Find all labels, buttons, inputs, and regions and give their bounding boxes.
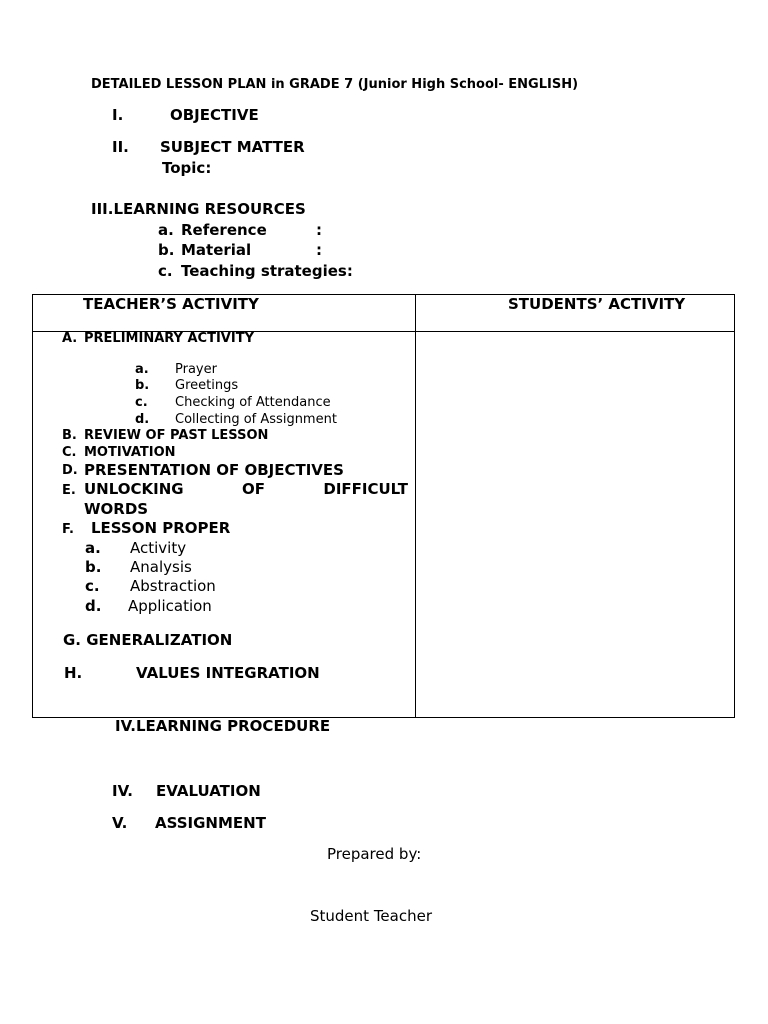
evaluation-label: EVALUATION	[156, 782, 261, 800]
document-title: DETAILED LESSON PLAN in GRADE 7 (Junior High School- ENGLISH)	[91, 77, 579, 92]
unlocking-line-2: WORDS	[84, 500, 149, 518]
unlocking-letter: E.	[62, 483, 76, 498]
section-subject-matter-number: II.	[112, 138, 129, 156]
motivation-letter: C.	[62, 445, 77, 460]
assignment-label: ASSIGNMENT	[155, 814, 266, 832]
generalization-label: G. GENERALIZATION	[63, 631, 233, 649]
table-column-divider	[415, 295, 416, 717]
teacher-activity-header: TEACHER’S ACTIVITY	[83, 295, 259, 313]
presentation-objectives-label: PRESENTATION OF OBJECTIVES	[84, 461, 344, 479]
preliminary-item-assignment: Collecting of Assignment	[175, 412, 337, 427]
learning-procedure-label: IV.LEARNING PROCEDURE	[115, 717, 331, 735]
review-letter: B.	[62, 428, 77, 443]
topic-label: Topic:	[162, 159, 212, 177]
lesson-proper-item-letter: b.	[85, 558, 102, 576]
section-learning-resources-label: III.LEARNING RESOURCES	[91, 200, 306, 218]
evaluation-number: IV.	[112, 782, 133, 800]
preliminary-item-prayer: Prayer	[175, 362, 217, 377]
unlocking-word: UNLOCKING	[84, 480, 184, 498]
resource-teaching-strategies-letter: c.	[158, 262, 173, 280]
resource-material-label: Material	[181, 241, 252, 259]
preliminary-item-letter: d.	[135, 412, 150, 427]
resource-reference-colon: :	[316, 221, 322, 239]
students-activity-header: STUDENTS’ ACTIVITY	[508, 295, 686, 313]
prepared-by-label: Prepared by:	[327, 845, 422, 863]
review-past-lesson-label: REVIEW OF PAST LESSON	[84, 428, 269, 443]
student-teacher-label: Student Teacher	[310, 907, 432, 925]
lesson-proper-letter: F.	[62, 522, 74, 537]
preliminary-activity-label: PRELIMINARY ACTIVITY	[84, 331, 254, 346]
unlocking-word: DIFFICULT	[323, 480, 408, 498]
preliminary-item-letter: a.	[135, 362, 149, 377]
section-objective-label: OBJECTIVE	[170, 106, 259, 124]
unlocking-line-1	[84, 480, 408, 498]
presentation-letter: D.	[62, 463, 78, 478]
preliminary-item-attendance: Checking of Attendance	[175, 395, 331, 410]
values-integration-letter: H.	[64, 664, 83, 682]
resource-teaching-strategies-label: Teaching strategies:	[181, 262, 353, 280]
lesson-proper-activity: Activity	[130, 539, 187, 557]
section-subject-matter-label: SUBJECT MATTER	[160, 138, 305, 156]
values-integration-label: VALUES INTEGRATION	[136, 664, 320, 682]
lesson-proper-item-letter: d.	[85, 597, 102, 615]
preliminary-activity-letter: A.	[62, 331, 78, 346]
resource-material-letter: b.	[158, 241, 175, 259]
assignment-number: V.	[112, 814, 128, 832]
preliminary-item-letter: c.	[135, 395, 148, 410]
unlocking-word: OF	[241, 480, 265, 498]
resource-reference-letter: a.	[158, 221, 174, 239]
lesson-proper-abstraction: Abstraction	[130, 577, 216, 595]
resource-material-colon: :	[316, 241, 322, 259]
motivation-label: MOTIVATION	[84, 445, 176, 460]
preliminary-item-letter: b.	[135, 378, 150, 393]
lesson-proper-analysis: Analysis	[130, 558, 192, 576]
lesson-proper-item-letter: a.	[85, 539, 101, 557]
resource-reference-label: Reference	[181, 221, 267, 239]
lesson-proper-item-letter: c.	[85, 577, 100, 595]
section-objective-number: I.	[112, 106, 124, 124]
preliminary-item-greetings: Greetings	[175, 378, 239, 393]
lesson-proper-application: Application	[128, 597, 212, 615]
lesson-proper-label: LESSON PROPER	[91, 519, 231, 537]
